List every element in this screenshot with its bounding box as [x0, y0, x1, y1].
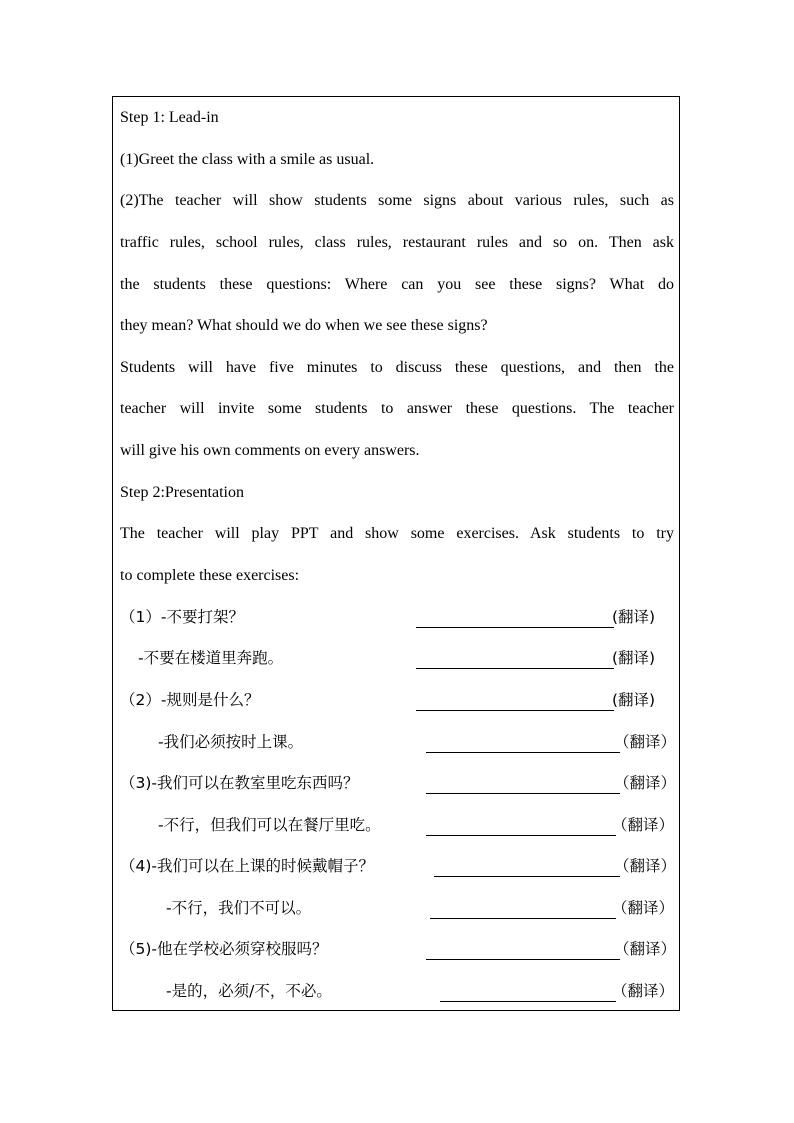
exercise-5b-answer-blank[interactable] — [440, 1001, 616, 1002]
exercise-2a-answer-blank[interactable] — [416, 710, 614, 711]
exercise-2b-text: -我们必须按时上课。 — [158, 733, 304, 751]
exercise-3a-text: （3)-我们可以在教室里吃东西吗？ — [120, 774, 359, 792]
exercise-4a-text: （4)-我们可以在上课的时候戴帽子？ — [120, 857, 375, 875]
step2-intro-line1: The teacher will play PPT and show some exercises. Ask students to try — [120, 525, 674, 542]
exercise-4b-translate-label: （翻译） — [612, 899, 675, 917]
exercise-1b-text: -不要在楼道里奔跑。 — [138, 649, 284, 667]
exercise-1b-translate-label: (翻译) — [612, 649, 656, 667]
exercise-4a-answer-blank[interactable] — [434, 876, 620, 877]
exercise-2a-text: （2）-规则是什么？ — [120, 691, 260, 709]
exercise-1a-answer-blank[interactable] — [416, 627, 614, 628]
step1-item2-line1: (2)The teacher will show students some signs about various rules, such as — [120, 192, 674, 209]
exercise-4b-answer-blank[interactable] — [430, 918, 616, 919]
exercise-2a-translate-label: (翻译) — [612, 691, 656, 709]
exercise-1a-text: （1）-不要打架？ — [120, 608, 244, 626]
exercise-2b-translate-label: （翻译） — [614, 733, 677, 751]
exercise-3a-answer-blank[interactable] — [426, 793, 620, 794]
exercise-5b-text: -是的，必须/不，不必。 — [166, 982, 332, 1000]
step1-para-line2: teacher will invite some students to answer these questions. The teacher — [120, 400, 674, 417]
step2-heading: Step 2:Presentation — [120, 484, 244, 501]
exercise-3a-translate-label: （翻译） — [614, 774, 677, 792]
exercise-5a-text: （5)-他在学校必须穿校服吗？ — [120, 940, 328, 958]
step1-para-line1: Students will have five minutes to discuss these questions, and then the — [120, 359, 674, 376]
exercise-5a-answer-blank[interactable] — [426, 959, 620, 960]
step1-item2-line2: traffic rules, school rules, class rules, restaurant rules and so on. Then ask — [120, 234, 674, 251]
step1-heading: Step 1: Lead-in — [120, 109, 219, 126]
exercise-2b-answer-blank[interactable] — [426, 752, 620, 753]
exercise-1a-translate-label: (翻译) — [612, 608, 656, 626]
exercise-3b-answer-blank[interactable] — [426, 835, 616, 836]
step1-item2-line3: the students these questions: Where can you see these signs? What do — [120, 276, 674, 293]
exercise-4b-text: -不行，我们不可以。 — [166, 899, 312, 917]
exercise-3b-text: -不行，但我们可以在餐厅里吃。 — [158, 816, 381, 834]
exercise-5a-translate-label: （翻译） — [614, 940, 677, 958]
step1-item1: (1)Greet the class with a smile as usual. — [120, 151, 375, 168]
exercise-5b-translate-label: （翻译） — [612, 982, 675, 1000]
exercise-4a-translate-label: （翻译） — [614, 857, 677, 875]
step1-para-line3: will give his own comments on every answers. — [120, 442, 420, 459]
exercise-3b-translate-label: （翻译） — [612, 816, 675, 834]
exercise-1b-answer-blank[interactable] — [416, 668, 614, 669]
step1-item2-line4: they mean? What should we do when we see these signs? — [120, 317, 488, 334]
step2-intro-line2: to complete these exercises: — [120, 567, 300, 584]
